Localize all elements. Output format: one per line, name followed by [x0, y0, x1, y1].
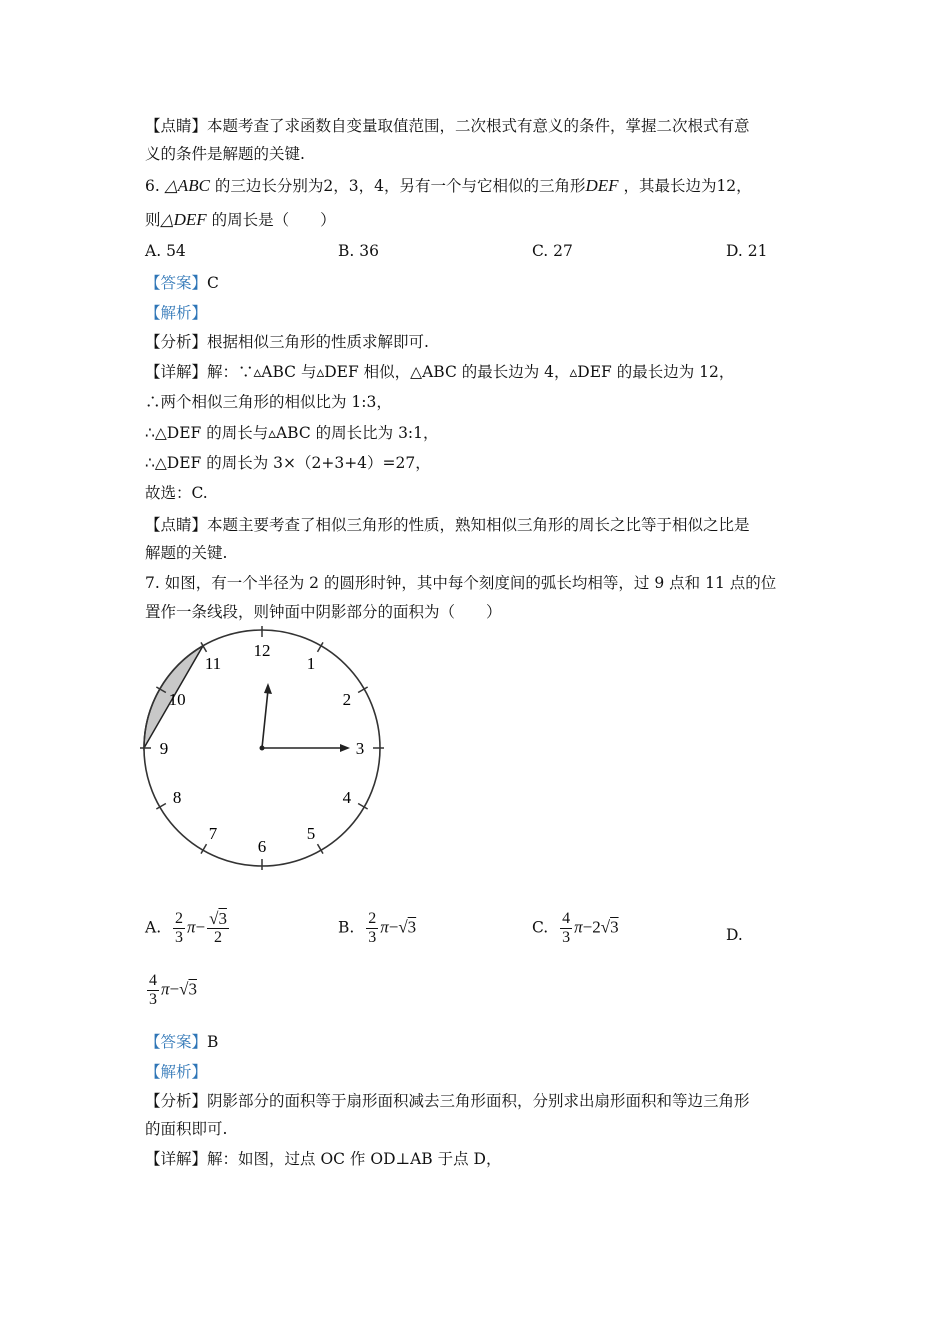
detail-line: 【详解】解：∵▵ABC 与▵DEF 相似，△ABC 的最长边为 4，▵DEF 的最长边为 12， — [145, 363, 735, 381]
clock-number: 5 — [306, 823, 316, 843]
option-d: D. 21 — [726, 242, 768, 260]
comment-line: 【点睛】本题主要考查了相似三角形的性质，熟知相似三角形的周长之比等于相似之比是 — [145, 516, 750, 534]
detail-line: ∴△DEF 的周长为 3×（2+3+4）=27， — [145, 454, 431, 472]
clock-number: 2 — [342, 690, 352, 709]
math: △DEF — [160, 210, 207, 229]
detail-line: ∴△DEF 的周长与▵ABC 的周长比为 3:1， — [145, 424, 439, 442]
q7-option-b: B. $\frac{2}{3}$ π−√3 — [338, 910, 417, 946]
prev-comment-line — [145, 116, 750, 136]
analysis-label: 【解析】 — [145, 1063, 208, 1081]
clock-center — [260, 746, 265, 751]
option-a: A. 54 — [145, 242, 186, 260]
prev-comment-line: 义的条件是解题的关键. — [145, 145, 305, 163]
hour-hand-arrow-icon — [264, 683, 272, 694]
comment-text: 本题考查了求函数自变量取值范围，二次根式有意义的条件，掌握二次根式有意 — [207, 117, 750, 135]
clock-number: 4 — [342, 788, 352, 807]
text: 则 — [145, 211, 161, 229]
clock-number: 6 — [257, 837, 267, 856]
detail-line: ∴两个相似三角形的相似比为 1:3， — [145, 393, 392, 411]
math: △ABC — [164, 176, 210, 195]
fenxi-line: 【分析】根据相似三角形的性质求解即可. — [145, 333, 429, 351]
q7-stem: 置作一条线段，则钟面中阴影部分的面积为（ ） — [145, 603, 502, 621]
hour-hand — [262, 690, 268, 748]
minute-hand-arrow-icon — [340, 744, 350, 752]
clock-number: 8 — [172, 788, 182, 807]
q7-option-a: A. $\frac{2}{3}$ π− $\frac{√3}{2}$ — [145, 909, 227, 946]
clock-number: 7 — [208, 823, 218, 843]
q6-stem — [145, 210, 336, 230]
clock-number: 9 — [159, 739, 169, 758]
answer-line: 【答案】B — [145, 1033, 219, 1051]
analysis-label: 【解析】 — [145, 304, 208, 322]
clock-number: 11 — [204, 654, 222, 674]
q6-stem — [145, 176, 752, 196]
clock-number: 1 — [306, 654, 316, 674]
math: DEF — [585, 176, 619, 195]
fenxi-line: 【分析】阴影部分的面积等于扇形面积减去三角形面积，分别求出扇形面积和等边三角形 — [145, 1092, 750, 1110]
detail-line: 【详解】解：如图，过点 OC 作 OD⊥AB 于点 D， — [145, 1150, 502, 1168]
comment-line: 解题的关键. — [145, 544, 228, 562]
q7-option-d: $\frac{4}{3}$ π−√3 — [149, 972, 197, 1008]
answer-line — [145, 273, 219, 293]
answer-value: C — [207, 274, 219, 292]
text: 的周长是（ ） — [211, 211, 336, 229]
comment-label: 【点睛】 — [145, 117, 208, 135]
detail-line: 故选：C. — [145, 484, 208, 502]
fenxi-line: 的面积即可. — [145, 1120, 228, 1138]
text: 的三边长分别为2，3，4，另有一个与它相似的三角形 — [214, 177, 586, 195]
answer-label: 【答案】 — [145, 274, 208, 292]
option-b: B. 36 — [338, 242, 379, 260]
text: ，其最长边为12， — [623, 177, 752, 195]
question-number: 6. — [145, 177, 160, 195]
q7-option-c: C. $\frac{4}{3}$ π−2√3 — [532, 910, 619, 946]
option-c: C. 27 — [532, 242, 573, 260]
q7-stem: 7. 如图，有一个半径为 2 的圆形时钟，其中每个刻度间的弧长均相等，过 9 点和 11 点的位 — [145, 574, 777, 592]
clock-number: 3 — [355, 739, 365, 758]
clock-number: 10 — [168, 690, 186, 709]
clock-number: 12 — [253, 641, 271, 660]
clock-figure — [130, 620, 395, 880]
q7-option-d-letter: D. — [726, 926, 743, 944]
